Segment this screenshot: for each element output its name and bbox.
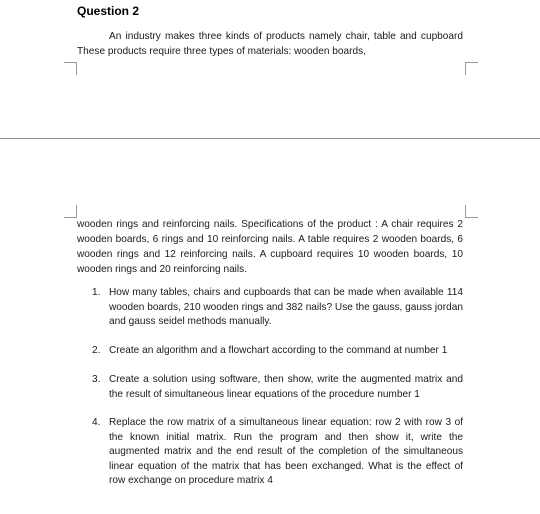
list-item-text: How many tables, chairs and cupboards that can be made when available 114 wooden boards, 210 wooden rings and 382 nails? Use the gauss, gauss jordan and gauss seidel methods manually. — [109, 287, 463, 327]
list-item-number: 3. — [92, 374, 101, 385]
list-item — [92, 373, 463, 402]
intro-paragraph-bottom: wooden rings and reinforcing nails. Specifications of the product : A chair requires 2 wooden boards, 6 rings and 10 reinforcing nails. A table requires 2 wooden boards, 6 wooden rings and 12 reinforcing nails. A cupboard requires 10 wooden boards, 10 wooden rings and 20 reinforcing nails. — [77, 219, 463, 275]
page-margin-corner-top-right — [465, 62, 478, 75]
page-break-divider — [0, 138, 540, 139]
list-item — [92, 416, 463, 489]
intro-paragraph-top: An industry makes three kinds of products namely chair, table and cupboard These products require three types of materials: wooden boards, — [77, 31, 463, 57]
list-item-text: Create a solution using software, then show, write the augmented matrix and the result of simultaneous linear equations of the procedure number 1 — [109, 374, 463, 400]
list-item-text: Replace the row matrix of a simultaneous linear equation: row 2 with row 3 of the known initial matrix. Run the program and then show it, write the augmented matrix and the end result of the completion of the simultaneous linear equation of the matrix that has been exchanged. What is the effect of row exchange on procedure matrix 4 — [109, 417, 463, 486]
list-item — [92, 344, 463, 359]
list-item-number: 4. — [92, 417, 101, 428]
question-list — [92, 286, 463, 489]
list-item-number: 1. — [92, 287, 101, 298]
page-margin-corner-bottom-left — [64, 205, 77, 218]
list-item-number: 2. — [92, 344, 101, 356]
list-item-text: Create an algorithm and a flowchart according to the command at number 1 — [109, 344, 448, 356]
question-heading: Question 2 — [77, 4, 140, 18]
list-item — [92, 286, 463, 330]
page-margin-corner-bottom-right — [465, 205, 478, 218]
page-margin-corner-top-left — [64, 62, 77, 75]
